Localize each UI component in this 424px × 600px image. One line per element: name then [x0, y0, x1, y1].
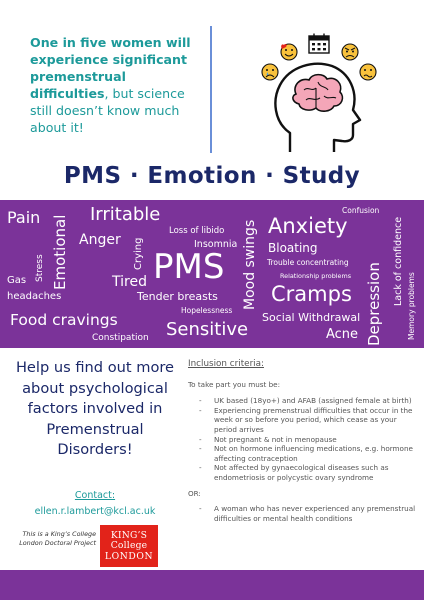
intro-rest: , but science still doesn’t know much about it!	[30, 86, 185, 135]
word-headaches: headaches	[7, 291, 62, 302]
word-mood-swings: Mood swings	[242, 219, 258, 310]
brain-icon	[293, 75, 343, 112]
intro-bold: One in five women will experience significant premenstrual difficulties	[30, 35, 191, 101]
criteria-item: - Not pregnant & not in menopause	[199, 435, 420, 445]
word-tired: Tired	[112, 274, 147, 290]
word-cramps: Cramps	[271, 282, 352, 306]
word-depression: Depression	[365, 262, 383, 346]
word-irritable: Irritable	[90, 204, 161, 225]
word-memory-problems: Memory problems	[407, 272, 416, 340]
bottom-bar	[0, 570, 424, 600]
contact-email-link[interactable]: ellen.r.lambert@kcl.ac.uk	[34, 506, 156, 517]
criteria-item: - Not on hormone influencing medications, e.g. hormone affecting contraception	[199, 444, 420, 463]
word-loss-of-libido: Loss of libido	[169, 226, 225, 236]
word-social-withdrawal: Social Withdrawal	[262, 311, 361, 324]
worried-face-icon	[360, 64, 376, 80]
sad-face-icon	[262, 64, 278, 80]
intro-text	[30, 34, 202, 136]
criteria-list	[188, 396, 420, 482]
happy-face-icon	[281, 44, 297, 60]
criteria-or: OR:	[188, 488, 201, 498]
help-message: Help us find out more about psychological factors involved in Premenstrual Disorders!	[15, 359, 175, 458]
inclusion-criteria	[188, 360, 420, 523]
word-pms: PMS	[153, 247, 225, 287]
word-acne: Acne	[326, 327, 359, 342]
contact-label: Contact:	[74, 490, 116, 501]
word-lack-of-confidence: Lack of confidence	[393, 216, 404, 306]
word-sensitive: Sensitive	[166, 319, 249, 340]
word-hopelessness: Hopelessness	[181, 306, 233, 315]
vertical-divider	[210, 26, 212, 153]
criteria-item: - Experiencing premenstrual difficulties that occur in the week or so before you period, which cease as your period arrives	[199, 406, 420, 435]
word-relationship-problems: Relationship problems	[280, 272, 352, 280]
word-gas: Gas	[7, 275, 27, 286]
criteria-intro: To take part you must be:	[188, 379, 281, 389]
kcl-project-note: This is a King’s College London Doctoral Project	[19, 530, 96, 547]
word-bloating: Bloating	[268, 241, 318, 255]
criteria-alt-list	[188, 504, 420, 523]
word-pain: Pain	[7, 208, 41, 227]
word-anxiety: Anxiety	[268, 214, 348, 238]
word-anger: Anger	[79, 232, 121, 248]
criteria-item: - UK based (18yo+) and AFAB (assigned female at birth)	[199, 396, 420, 406]
kcl-logo-line1: KING’S College	[110, 530, 148, 551]
word-crying: Crying	[133, 237, 144, 270]
word-tender-breasts: Tender breasts	[137, 290, 218, 303]
word-confusion: Confusion	[342, 206, 380, 215]
criteria-alt-item: - A woman who has never experienced any premenstrual difficulties or mental health conditions	[199, 504, 420, 523]
word-stress: Stress	[35, 254, 45, 282]
criteria-heading: Inclusion criteria:	[188, 359, 264, 369]
page-title: PMS · Emotion · Study	[63, 163, 361, 189]
brain-emotions-illustration	[254, 30, 384, 160]
word-trouble-concentrating: Trouble concentrating	[267, 258, 349, 267]
kcl-logo	[100, 525, 158, 567]
calendar-icon	[309, 34, 329, 54]
word-food-cravings: Food cravings	[10, 311, 118, 329]
angry-face-icon	[342, 44, 358, 60]
word-emotional: Emotional	[51, 214, 69, 290]
symptom-word-cloud	[0, 200, 424, 348]
criteria-item: - Not affected by gynaecological diseases such as endometriosis or polycystic ovary syndrome	[199, 463, 420, 482]
kcl-logo-line2: LONDON	[104, 551, 154, 562]
word-insomnia: Insomnia	[194, 239, 238, 250]
word-constipation: Constipation	[92, 333, 149, 343]
